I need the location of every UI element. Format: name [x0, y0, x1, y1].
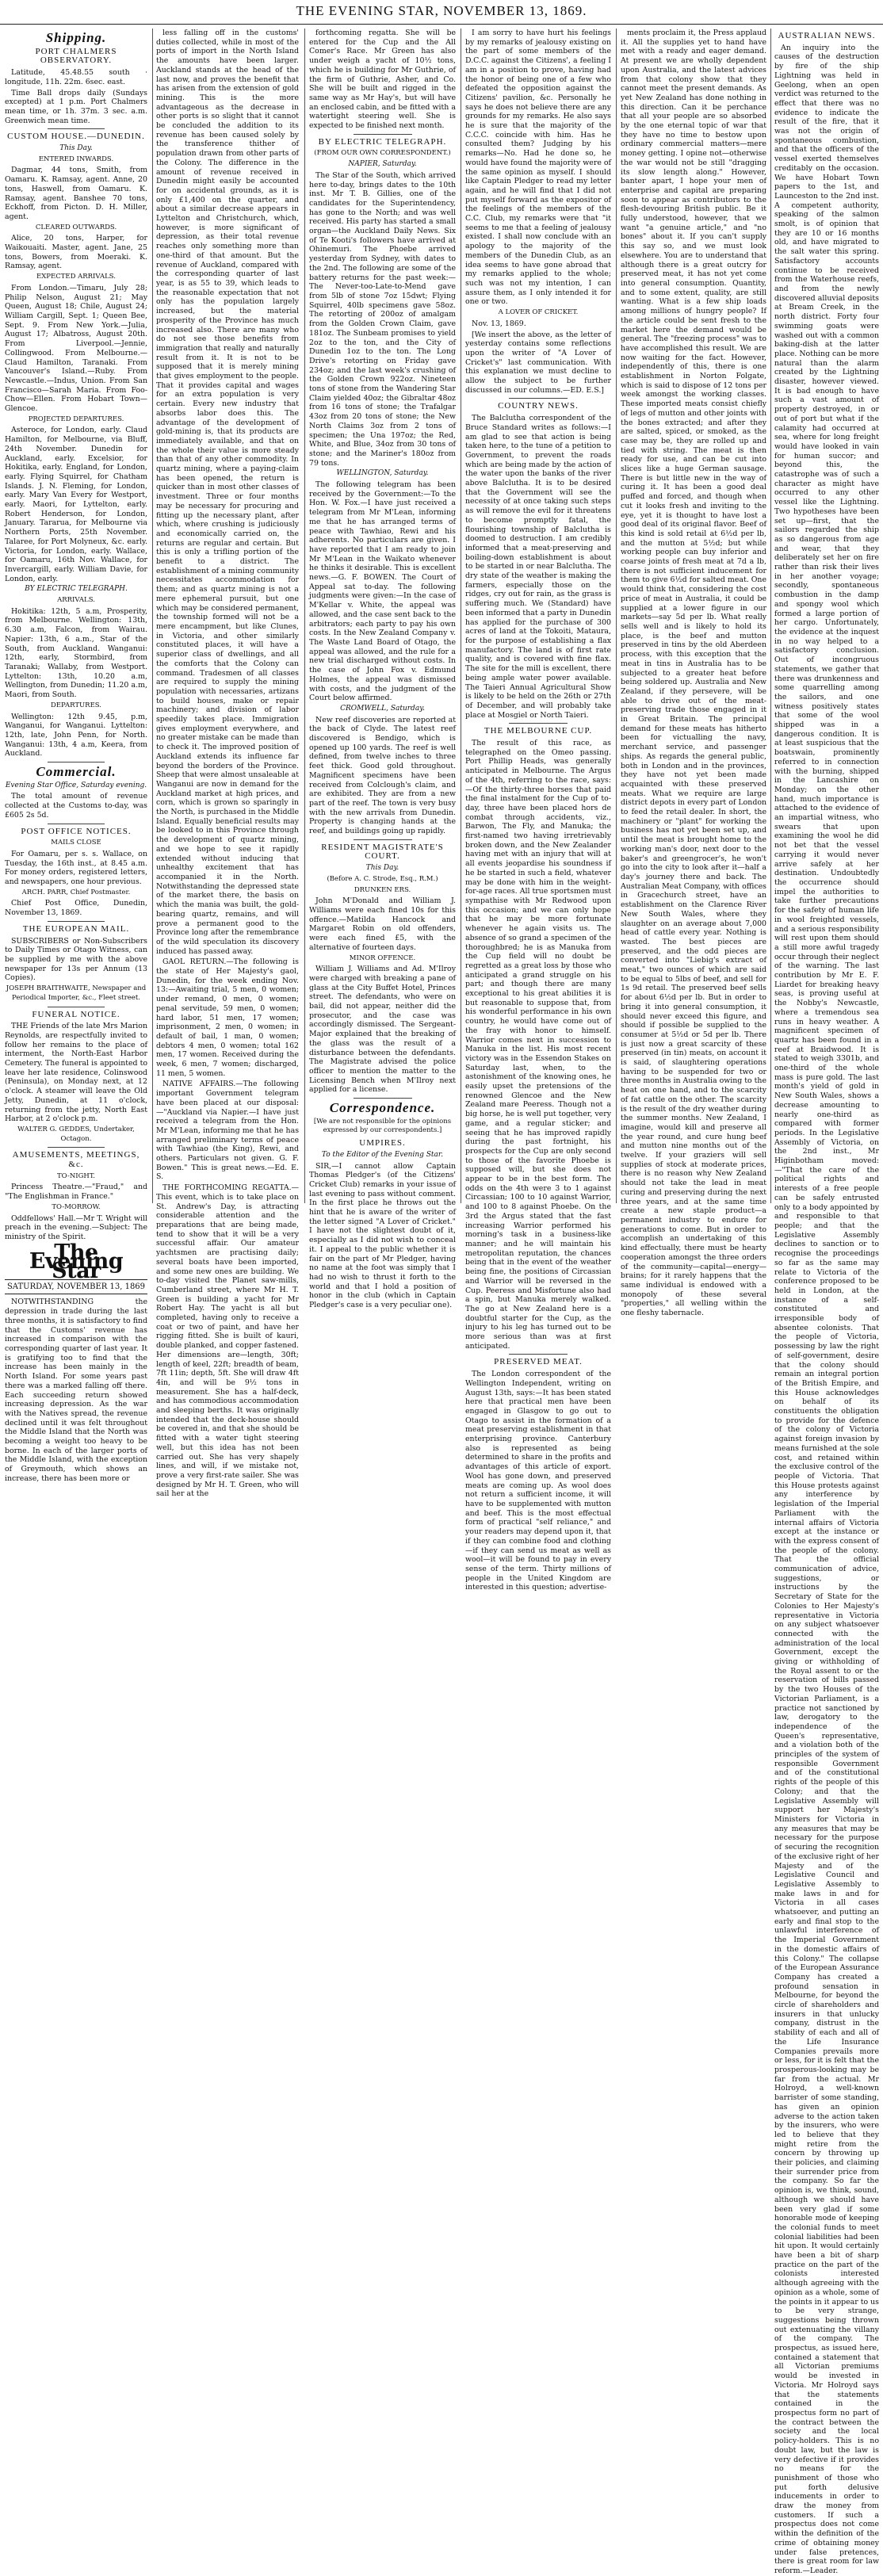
expected-heading: EXPECTED ARRIVALS.: [36, 273, 116, 281]
expected-text: From London.—Timaru, July 28; Philip Nelson, August 21; May Queen, August 18; Chile, August 24; William Cargill, Sept. 1; Queen Bee, Sept. 9. From New York.—Julia, August 17; Albatross, August 20th. From Liverpool.—Jennie, Collingwood. From Melbourne.—Claud Hamilton, Taranaki. From Vancouver's Island.—Ruby. From Newcastle.—Indus, Union. From San Francisco—Sarah Maria. From Foo-Chow—Ellen. From Hobart Town—Glencoe.: [5, 283, 147, 414]
projected-heading: PROJECTED DEPARTURES.: [28, 415, 124, 423]
cromwell-text: New reef discoveries are reported at the back of Clyde. The latest reef discovered is Bendigo, which is opened up 100 yards. The reef is well defined, from twelve inches to three feet thick. Good gold throughout. Magnificent specimens have been received from Colclough's claim, and are exhibited. They are from a new part of the reef. The town is very busy with the new arrivals from Dunedin. Property is changing hands at the reef, and buildings going up rapidly.: [309, 715, 456, 836]
gaol-return: GAOL RETURN.—The following is the state of Her Majesty's gaol, Dunedin, for the week ending Nov. 13:—Awaiting trial, 5 men, 0 women; under remand, 0 men, 0 women; penal servitude, 59 men, 0 women; hard labor, 51 men, 17 women; imprisonment, 2 men, 0 women; in default of bail, 1 man, 0 women; debtors 4 men, 0 women; total 162 men, 17 women. Received during the week, 6 men, 7 women; discharged, 11 men, 5 women.: [156, 957, 299, 1078]
timeball-text: Time Ball drops daily (Sundays excepted) at 1 p.m. Port Chalmers mean time, or 1h. 37m. 3 sec. a.m. Greenwich mean time.: [5, 88, 147, 125]
column-rule: [152, 29, 153, 1203]
melbourne-cup-text: The result of this race, as telegraphed on the Omeo passing. Port Phillip Heads, was generally anticipated in Melbourne. The Argus of the 4th, referring to the race, says:—Of the thirty-three horses that paid the final instalment for the Cup of to-day, three have been placed hors de combat through accidents, viz., Barwon, The Fly, and Manuka; the first-named two having irretrievably broken down, and the New Zealander having met with an injury that will at all events jeopardise his soundness if he be started in such a field, whatever may be done with him in the weight-for-age races. All true sportsmen must sympathise with Mr Redwood upon this occasion; and we can only hope that he may be more fortunate whenever he again visits us. The absence of so grand a specimen of the thoroughbred; he is as Manuka from the Cup field will no doubt be regretted as a great loss by those who anticipated a grand struggle on his part; and though there are many exceptional to his great abilities it is but reasonable to suppose that, from his wonderful performance in his own country, he would have come out of the fray with honor to himself. Warrior comes next in succession to Manuka in the list. His most recent victory was in the Essendon Stakes on Saturday last, when, to the astonishment of the knowing ones, he easily upset the pretensions of the renowned Glencoe and the New Zealand mare Peeress. Though not a big horse, he is well put together, very game, and a regular sticker; and seeing that he has improved rapidly during the past fortnight, his prospects for the Cup are only second to those of the favorite Phoebe is supposed will, but she does not appear to be in the best form. The odds on the 4th were 3 to 1 against Circassian; 100 to 10 against Warrior, and 100 to 8 against Phoebe. On the 3rd the Argus stated that the fast increasing Warrior performed his morning's task in a business-like manner; and he will maintain his metropolitan reputation, the chances being that in the event of the weather being fine, the positions of Circassian and Warrior will be reversed in the Cup. Peeress and Misfortune also had a spin, but Manuka merely walked. The go at New Zealand here is a doubtful starter for the Cup, as the injury to his leg has turned out to be more serious than was at first anticipated.: [465, 739, 611, 1351]
cromwell-dateline: CROMWELL, Saturday.: [340, 704, 425, 713]
letter-continued: I am sorry to have hurt his feelings by my remarks of jealousy existing on the part of some members of the D.C.C. against the Citizens', a feeling I am in a position to prove, having had the honor of being one of a few who defeated the opposition against the Citizens' pavilion, &c. Personally he says he does not believe there are any grounds for my remarks. He also says he is sure that the majority of the C.C.C. coincide with him. Has he consulted them? Judging by his remarks—No. Had he done so, he would have found the majority were of the same opinion as myself. I should like Captain Pledger to read my letter again, and he will find that I did not put myself forward as the expositor of the feelings of the members of the C.C. Club, my remarks were that "it seems to me that a feeling of jealousy existed. I shall now conclude with an apology to the majority of the members of the Dunedin Club, as an idea seems to have gone abroad that my remarks applied to the whole; such was not my intention, I can assure them, as I only intended it for one or two.: [465, 29, 611, 307]
commercial-heading: Commercial.: [36, 764, 117, 780]
departures-text: Wellington: 12th 9.45, p.m, Wanganui, for Wanganui. Lyttelton: 12th, late, John Penn, for North. Wanganui: 13th, 4 a.m, Keera, from Auckland.: [5, 712, 147, 759]
minor-heading: MINOR OFFENCE.: [349, 954, 416, 962]
tomorrow-heading: TO-MORROW.: [52, 1202, 101, 1211]
this-day: This Day.: [59, 144, 93, 153]
leader-continued: less falling off in the customs' duties collected, while in most of the ports of import in the North Island the amounts have been larger. Auckland stands at the head of the last now, and proves the benefit that has arisen from the extension of gold mining. This is the more advantageous as the decrease in other ports is so slight that it cannot be concluded the addition to its revenue has been caused solely by the transference thither of population drawn from other parts of the Colony. The difference in the amount of revenue received in Dunedin might easily be accounted for on accidental grounds, as it is only £1,400 on the quarter, and about a similar decrease appears in Lyttelton and Christchurch, which, however, is more significant of depression, as their total revenue reaches only something more than one-third of that amount. But the revenue of Auckland, compared with the corresponding quarter of last year, is as 55 to 39, which leads to the reasonable expectation that not only has the population largely increased, but the material prosperity of the Province has much increased also. There are many who do not see those benefits from immigration that really and naturally result from it. It is not to be supposed that it is merely mining that gives employment to the people. That it provides capital and wages for an extra population is very certain. Every new industry that absorbs labor does this. The advantage of the development of gold-mining is, that its products are immediately available, and that on the whole their value is more steady than that of any other commodity. In quartz mining, where a paying-claim has been opened, the return is quicker than in most other classes of investment. Three or four months may be necessary for procuring and fitting up the necessary plant, after which, where crushing is judiciously and economically carried on, the returns are regular and certain. But this is only a trifling portion of the benefit to a district. The establishment of a mining community necessitates accommodation for them; and as quartz mining is not a mere ephemeral pursuit, but one which may be considered permanent, the township formed will not be a mere encampment, but like Clunes, in Victoria, and other similarly constituted places, it will have a superior class of dwellings, and all the comforts that the Colony can command. Tradesmen of all classes are required to supply the mining population with necessaries, artizans to build houses, make or repair machinery; and division of labor speedily takes place. Immigration gives employment everywhere, and no greater mistake can be made than to check it. The improved position of Auckland extends its influence far beyond the borders of the Province. Sheep that were almost unsaleable at Wanganui are now in demand for the Auckland market at high prices, and corn, which is grown so sparingly in the North, is purchased in the Middle Island. Equally beneficial results may be looked to in this Province through the development of quartz mining, and we hope to see it rapidly extended without inducing that unhealthy excitement that has accompanied it in the North. Notwithstanding the depressed state of the market there, the basis on which the mania was built, the gold-bearing quartz, remains, and will prove a permanent good to the Province long after the remembrance of the wild speculation its discovery induced has passed away.: [156, 29, 299, 956]
to-editor: To the Editor of the Evening Star.: [321, 1150, 444, 1159]
preserved-meat-continued: ments proclaim it, the Press applaud it. All the supplies yet to hand have met with a ready and eager demand. At present we are wholly dependent upon Australia, and the latest advices from that colony show that they cannot meet the present demands. As yet New Zealand has done nothing in this direction. Can it be perchance that all your people are so absorbed by the one eternal topic of war that they have no time to bestow upon ordinary commercial matters—mere money getting. I opine not—otherwise the war would not be still "dragging its slow length along." However, banter apart, I hope your men of enterprise and capital are preparing soon to appear as contributors to the flesh-devouring British public. Be it fully understood, however, that we want "a genuine article," and "no bones" about it. If you can't supply this say so, and we must look elsewhere. You are to understand that although there is a great outcry for preserved meat, it has not yet come into general consumption. Quantity, and to some extent, quality, are still wanting. What is a few ship loads among millions of hungry people? If the article could be sent fresh to the market here the demand would be general. The "freezing process" was to have accomplished this result. We are now waiting for the fact. However, independently of this, there is one establishment in Norton Folgate, which is said to dispose of 12 tons per week amongst the working classes. These imported meats consist chiefly of legs of mutton and other joints with the bones extracted; and after they are salted, spiced, or smoked, as the case may be, they are rolled up and tied with string. The meat is then ready for use, and can be cut into slices like a huge German sausage. There is but little new in the way of curing it. It has been a good deal puffed and forced, and though when cut it looks fresh and inviting to the eye, yet it is thought to have lost a good deal of its original flavor. Beef of this kind is sold retail at 6½d per lb, and the mutton at 5½d; but while working people can buy inferior and coarse joints of fresh meat at 7d a lb, there is not sufficient inducement for them to give 6½d for salted meat. One would think that, considering the cost price of meat in Australia, it could be supplied at a lower figure in our markets—say 5d per lb. What really sells well and is likely to hold its place, is the beef and mutton preserved in tins by the old Aberdeen process, with this exception that the meat in tins in Australia has to be subjected to a greater heat before being soldered up. Australia and New Zealand, if they persevere, will be able to drive out of the meat-preserving trade those engaged in it in Great Britain. The principal demand for these meats has hitherto been for victualling the navy, merchant service, and passenger ships. As regards the general public, both in London and in the provinces, they have not yet been made acquainted with these preserved meats. What we require are large district depots in every part of London to feed the retail dealer. In short, the machinery or "plant" for working the business has not yet been set up, and until the meat is brought home to the working man's door, next door to the baker's and greengrocer's, he won't go into the city to look after it—half a day's journey there and back. The Australian Meat Company, with offices in Gracechurch street, have an establishment on the Clarence River New South Wales, where they slaughter on an average about 7,000 head of cattle every year. Nothing is wasted. The best pieces are preserved, and the odd pieces are converted into "Liebig's extract of meat," two ounces of which are said to be equal to 5lbs of beef, and sell for 1s 9d retail. The preserved beef sells for about 6½d per lb. But in order to bring it into general consumption, it should never exceed this figure, and should if possible be supplied to the consumer at 5½d or 5d per lb. There is just now a great scarcity of these preserved (in tin) meats, on account it is said, of slaughtering operations having to be suspended for two or three months in Australia owing to the heat on one hand, and to the scarcity of fat cattle on the other. The scarcity is the result of the dry weather during the summer months. New Zealand, I imagine, would kill and preserve all the year round, and cure hung beef and mutton nine months out of the twelve. If your graziers will sell supplies of stock at moderate prices, there is no reason why New Zealand should not take the lead in meat curing and preserving during the next three years, and at the same time create a new staple product—a permanent industry to endure for generations to come. But in order to accomplish an undertaking of this kind effectually, there must be hearty cooperation amongst the three orders of the community—capital—energy—brains; for it rarely happens that the same individual is endowed with a monopoly of these several "properties," all welling within the one fleshy tabernacle.: [621, 29, 767, 1318]
leader-text: NOTWITHSTANDING the depression in trade during the last three months, it is satisfactory to find that the Customs' revenue has increased in comparison with the corresponding quarter of last year. It is gratifying too to find that the increase has been mainly in the North Island. For some years past there was a marked falling off there. Each succeeding return showed increasing depression. As the war with the Natives spread, the revenue declined until it was felt throughout the Middle Island that the North was becoming a weight too heavy to be borne. In each of the larger ports of the Middle Island, with the exception of Greymouth, which shows an increase, there has been more or: [5, 1298, 147, 1483]
column-6: [774, 29, 879, 2575]
post-heading: POST OFFICE NOTICES.: [21, 826, 132, 836]
column-4: [465, 29, 611, 1592]
column-rule: [304, 29, 305, 1203]
column-rule: [616, 29, 617, 1203]
undertaker: WALTER G. GEDDES, Undertaker, Octagon.: [17, 1125, 135, 1143]
telegraph-heading: BY ELECTRIC TELEGRAPH.: [25, 585, 128, 594]
braithwaite: JOSEPH BRAITHWAITE, Newspaper and Periodical Importer, &c., Fleet street.: [6, 984, 147, 1002]
editor-note: [We insert the above, as the letter of yesterday contains some reflections upon the writer of "A Lover of Cricket's" last communication. With this explanation we must decline to allow the subject to be further discussed in our columns.—ED. E.S.]: [465, 330, 611, 395]
australian-news-heading: AUSTRALIAN NEWS.: [778, 31, 876, 40]
issue-date: SATURDAY, NOVEMBER 13, 1869: [5, 1279, 147, 1295]
rm-court-heading: RESIDENT MAGISTRATE'S COURT.: [321, 842, 444, 862]
funeral-text: THE Friends of the late Mrs Marion Reynolds, are respectfully invited to follow her remains to the place of interment, the North-East Harbor Cemetery. The funeral is appointed to leave her late residence, Colinswood (Peninsula), on Monday next, at 12 o'clock. A steamer will leave the Old Jetty, Dunedin, at 11 o'clock, returning from the jetty, North East Harbor, at 2 o'clock p.m.: [5, 1022, 147, 1124]
drunken-heading: DRUNKEN ERS.: [354, 885, 411, 894]
country-news-heading: COUNTRY NEWS.: [498, 401, 579, 411]
column-5: [621, 29, 767, 1318]
postmaster: ARCH. PARR, Chief Postmaster.: [21, 888, 131, 896]
cleared-heading: CLEARED OUTWARDS.: [35, 223, 117, 231]
umpires-heading: UMPIRES.: [359, 1138, 406, 1148]
po-dated: Chief Post Office, Dunedin, November 13, 1869.: [5, 899, 147, 918]
cleared-text: Alice, 20 tons, Harper, for Waikouaiti. Master, agent. Jane, 25 tons, Bowers, from Moeraki. K. Ramsay, agent.: [5, 234, 147, 271]
wellington-text: The following telegram has been received by the Government:—To the Hon. W. Fox.—I have just received a telegram from Mr M'Lean, informing me that he has arranged terms of peace with Tawhiao, Rewi and his adherents. No particulars are given. I have reported that I am ready to join Mr M'Lean in the Waikato whenever he thinks it desirable. This is excellent news.—G. F. BOWEN. The Court of Appeal sat to-day. The following judgments were given:—In the case of M'Kellar v. White, the appeal was allowed, and the case sent back to the arbitrators; each party to pay his own costs. In the New Zealand Company v. The Waste Land Board of Otago, the appeal was allowed, and the rule for a new trial discharged without costs. In the case of John Fox v. Edmund Holmes, the appeal was dismissed with costs, and the judgment of the Court below affirmed.: [309, 480, 456, 703]
country-news-text: The Balclutha correspondent of the Bruce Standard writes as follows:—I am glad to see that action is being taken here, to the tune of a petition to Government, to prevent the roads which are being made by the action of the water upon the banks of the river above Balclutha. It is to be desired that the Government will see the necessity of at once taking such steps as will remove the evil for it threatens to become promptly fatal, the flourishing township of Balclutha is doomed to destruction. I am credibly informed that a meat-preserving and boiling-down establishment is about to be started in or near Balclutha. The dry state of the weather is making the farmers, especially those on the ridges, cry out for rain, as the grass is suffering much. We (Standard) have been informed that a party in Dunedin has applied for the purchase of 300 acres of land at the Tokoiti, Mataura, for the purpose of establishing a flax manufactory. The land is of first rate quality, and is covered with fine flax. The site for the mill is excellent, there being ample water power available. The Taieri Annual Agricultural Show is likely to be held on the 26th or 27th of December, and will probably take place at Mosgiel or North Taieri.: [465, 414, 611, 720]
napier-dateline: NAPIER, Saturday.: [348, 160, 417, 169]
arrivals-heading: ARRIVALS.: [57, 596, 95, 605]
observatory-heading: PORT CHALMERS OBSERVATORY.: [35, 46, 117, 66]
drunken-text: John M'Donald and William J. Williams were each fined 10s for this offence.—Matilda Hancock and Margaret Robin on old offenders, were each fined £5, with the alternative of fourteen days.: [309, 896, 456, 952]
amusements-heading: AMUSEMENTS, MEETINGS, &c.: [12, 1150, 140, 1170]
office-dateline: Evening Star Office, Saturday evening.: [5, 781, 147, 789]
column-rule: [770, 29, 771, 1203]
melbourne-cup-heading: THE MELBOURNE CUP.: [484, 726, 593, 736]
arrivals-text: Hokitika: 12th, 5 a.m, Prosperity, from Melbourne. Wellington: 13th, 6.30 a.m, Falcon, from Wairau. Napier: 13th, 6 a.m., Star of the South, from Auckland. Wanganui: 12th, early, Stormbird, from Taranaki; Wallaby, from Westport. Lyttelton: 13th, 10.20 a.m, Wellington, from Dunedin; 11.20 a.m, Maori, from South.: [5, 606, 147, 700]
own-correspondent: (FROM OUR OWN CORRESPONDENT.): [314, 149, 451, 158]
column-2: [156, 29, 299, 1499]
letter-signature: A LOVER OF CRICKET.: [498, 308, 579, 317]
euromail-text: SUBSCRIBERS or Non-Subscribers to Daily Times or Otago Witness, can be supplied by me with the above newspaper for 13s per Annum (13 Copies).: [5, 936, 147, 983]
tonight-heading: TO-NIGHT.: [57, 1171, 95, 1180]
correspondence-note: [We are not responsible for the opinions expressed by our correspondents.]: [313, 1117, 452, 1135]
tomorrow-text: Oddfellows' Hall.—Mr T. Wright will preach in the evening.—Subject: The ministry of the Spirit.: [5, 1213, 147, 1241]
revenue-text: The total amount of revenue collected at the Customs to-day, was £605 2s 5d.: [5, 792, 147, 820]
native-affairs: NATIVE AFFAIRS.—The following important Government telegram have been placed at our disposal:—"Auckland via Napier.—I have just received a telegram from the Hon. Mr M'Lean, informing me that he has arranged preliminary terms of peace with Tawhiao (the King), Rewi, and others. Particulars not given. G. F. Bowen." This is great news.—Ed. E. S.: [156, 1080, 299, 1182]
entered-text: Dagmar, 44 tons, Smith, from Oamaru. K. Ramsay, agent. Anne, 20 tons, Haswell, from Oamaru. K. Ramsay, agent. Banshee 70 tons, Eckhoff, from Picton. D. H. Miller, agent.: [5, 166, 147, 221]
regatta-continued: forthcoming regatta. She will be entered for the Cup and the All Comer's Race. Mr Green has also under weigh a yacht of 10½ tons, which he is building for Mr Guthrie, of the firm of Guthrie, Asher, and Co. She will be built and rigged in the same way as Mr Hay's, but will have an enclosed cabin, and be fitted with a watertight steering well. She is expected to be finished next month.: [309, 29, 456, 131]
rm-day: This Day.: [365, 864, 399, 873]
masthead: THE EVENING STAR, NOVEMBER 13, 1869.: [0, 3, 883, 25]
mails-close: MAILS CLOSE: [51, 839, 101, 847]
euromail-heading: THE EUROPEAN MAIL.: [22, 923, 130, 934]
column-3: [309, 29, 456, 1310]
wellington-dateline: WELLINGTON, Saturday.: [336, 469, 429, 478]
departures-heading: DEPARTURES.: [50, 701, 101, 709]
post-text: For Oamaru, per s. s. Wallace, on Tuesday, the 16th inst., at 8.45 a.m. For money orders, registered letters, and newspapers, one hour previous.: [5, 849, 147, 887]
entered-heading: ENTERED INWARDS.: [38, 155, 114, 163]
customs-heading: CUSTOM HOUSE.—DUNEDIN.: [7, 132, 145, 142]
napier-text: The Star of the South, which arrived here to-day, brings dates to the 10th inst. Mr T. B. Gillies, one of the candidates for the Superintendency, has gone to the North; and was well received. His party has started a small organ—the Auckland Daily News. Six of Te Kooti's followers have arrived at Ohinemuri. The Phoebe arrived yesterday from Sydney, with dates to the 2nd. The following are some of the battery returns for the past week:—The Never-too-Late-to-Mend gave from 5lb of stone 7oz 15dwt; Flying Squirrel, 40lb specimens gave 58oz. The retorting of 200oz of amalgam from the Golden Crown Claim, gave 181oz. The Sunbeam promises to yield 2oz to the ton, and the City of Dunedin 1oz to the ton. The Long Drive's retorting on Friday gave 234oz; and the last week's crushing of the Golden Crown 922oz. Nineteen tons of stone from the Wandering Star Claim yielded 40oz; the Gibraltar 48oz from 16 tons of stone; the Trafalgar 43oz from 20 tons of stone; the New North Claims 3oz from 2 tons of specimen; the Una 197oz; the Red, White, and Blue, 34oz from 30 tons of stone; and the Mariner's 180oz from 79 tons.: [309, 170, 456, 468]
funeral-heading: FUNERAL NOTICE.: [32, 1009, 120, 1019]
preserved-meat-heading: PRESERVED MEAT.: [494, 1357, 583, 1367]
minor-text: William J. Williams and Ad. M'Ilroy were charged with breaking a pane of glass at the City Buffet Hotel, Princes street. The defendants, who were on bail, did not appear, neither did the prosecutor, and the case was accordingly dismissed. The Sergeant-Major explained that the breaking of the glass was the result of a disturbance between the defendants. The Magistrate advised the police officer to mention the matter to the Licensing Bench when M'Ilroy next applied for a license.: [309, 965, 456, 1095]
letter-text: SIR,—I cannot allow Captain Thomas Pledger's (of the Citizens' Cricket Club) remarks in your issue of last evening to pass without comment. In the first place he throws out the hint that he is aware of the writer of the letter signed "A Lover of Cricket." I have not the slightest doubt of it, especially as I did not wish to conceal it. I appeal to the public whether it is fair on the part of Mr Pledger, having no name at the foot was simply that I had no wish to thrust it forth to the world and that I hold a position of honor in the club (which in Captain Pledger's case is a very peculiar one).: [309, 1161, 456, 1310]
column-1: [5, 29, 147, 1483]
letter-date: Nov. 13, 1869.: [472, 319, 526, 328]
telegraph-heading-2: BY ELECTRIC TELEGRAPH.: [318, 136, 447, 147]
tonight-text: Princess Theatre.—"Fraud," and "The Englishman in France.": [5, 1183, 147, 1202]
correspondence-heading: Correspondence.: [329, 1100, 436, 1116]
preserved-meat-text: The London correspondent of the Wellington Independent, writing on August 13th, says:—It has been stated here that practical men have been engaged in Glasgow to go out to Otago to assist in the formation of a meat preserving establishment in that enterprising province. Canterbury also is represented as being determined to share in the profits and advantages of this article of export. Wool has gone down, and preserved meats are coming up. As wool does not return a sufficient income, it will have to be supplemented with mutton and beef. This is the most effectual form of practical "self reliance," and your readers may depend upon it, that if they can combine food and clothing—if they can send us meat as well as wool—it will be found to pay in every sense of the term. Thirty millions of people in the United Kingdom are interested in this question; advertise-: [465, 1370, 611, 1592]
rm-before: (Before A. C. Strode, Esq., R.M.): [327, 874, 438, 883]
latitude-text: Latitude, 45.48.55 south · longitude, 11h. 22m. 6sec. east.: [5, 68, 147, 86]
shipping-heading: Shipping.: [45, 30, 107, 45]
australian-news-text: An inquiry into the causes of the destruction by fire of the ship Lightning was held in Geelong, when an open verdict was returned to the effect that there was no evidence to indicate the result of the fire, that it was not the origin of spontaneous combustion, and that the officers of the vessel exerted themselves creditably on the occasion. We have Hobart Town papers to the 1st, and Launceston to the 2nd inst. A competent authority, speaking of the salmon smolt, is of opinion that they are 10 or 16 months old, and have migrated to the salt water this spring. Satisfactory accounts continue to be received from the Waterhouse reefs, and from the newly discovered alluvial deposits at Bream Creek, in the north district. Forty four swimming goats were washed out with a common baking-dish at the latter place. Nothing can be more natural than the alarm created by the Lightning disaster, however viewed. It is bad enough to have such a vast amount of property destroyed, in or out of port but what if the calamity had occurred at sea, where for long freight would have looked in vain for human succor; and beyond this, the catastrophe was of such a character as might have occurred to any other vessel like the Lightning. Two hypotheses have been set up—first, that the sailors regarded the ship as so dangerous from age and wear, that they deliberately set her on fire rather than risk their lives in her another voyage; secondly, spontaneous combustion in the damp and spongy wool which formed a large portion of her cargo. Unfortunately, the evidence at the inquest in no way helped to a satisfactory conclusion. Out of incongruous statements, we gather that there was drunkenness and some quarrelling among the sailors, and one witness positively states that some of the wool shipped was in a dangerous condition. It is at least suspicious that the boatswain, prominently referred to in connection with the burning, shipped in the Lancashire on Monday; on the other hand, much importance is attached to the evidence of an impartial witness, who swears that upon examining the wool he did not bet that the vessel carrying it would never arrive safely at her destination. Undoubtedly the occurrence should impel the authorities to take further precautions for the safety of human life in wool freighted vessels, and a serious responsibility will rest upon them should a still more awful tragedy occur through their neglect of the warning. The last contribution by Mr E. F. Liardet for breaking heavy seas, is proving useful at the Nobby's Newcastle, where a tremendous sea runs in heavy weather. A magnificent specimen of quartz has been found in a reef at Braidwood. It is stated to weigh 3301b, and one-third of the whole mass is pure gold. The last month's yield of gold in New South Wales, shows a decrease amounting to nearly one-third as compared with former periods. In the Legislative Assembly of Victoria, on the 2nd inst., Mr Higinbotham moved:—"That the care of the political rights and interests of a free people can be safely entrusted only to a body appointed by and responsible to that people; and that the Legislative Assembly declines to sanction or to recognise the proceedings so far as the same may relate to Victoria of the conference proposed to be held in London, at the instance of a self-constituted and irresponsible body of absentee colonists. That the people of Victoria, possessing by law the right of self-government, desire that the colony should remain an integral portion of the British Empire, and this House acknowledges on behalf of its constituents the obligation to provide for the defence of the colony of Victoria against foreign invasion by means furnished at the sole cost, and retained within the exclusive control of the people of Victoria. That this House protests against any interference by legislation of the Imperial Parliament with the internal affairs of Victoria except at the instance or with the express consent of the people of the colony. That the official communication of advice, suggestions, or instructions by the Secretary of State for the Colonies to Her Majesty's representative in Victoria on any subject whatsoever connected with the administration of the local Government, except the giving or withholding of the Royal assent to or the reservation of bills passed by the two Houses of the Victorian Parliament, is a practice not sanctioned by law, derogatory to the independence of the Queen's representative, and a violation both of the principles of the system of responsible Government and of the constitutional rights of the people of this Colony; and that the Legislative Assembly will support her Majesty's Ministers for Victoria in any measures that may be necessary for the purpose of securing the recognition of the exclusive right of her Majesty and of the Legislative Council and Legislative Assembly to make laws in and for Victoria in all cases whatsoever, and putting an early and final stop to the unlawful interference of the Imperial Government in the domestic affairs of this Colony." The collapse of the European Assurance Company has created a profound sensation in Melbourne, for beyond the circle of shareholders and insurers in that unlucky company, distrust in the stability of each and all of the Life Insurance Companies prevails more or less, for it is felt that the prosperous-looking may be far from the actual. Mr Holroyd, a well-known barrister of some standing, has given an opinion adverse to the action taken by the insurers, who were led to believe that they might retire from the concern by throwing up their policies, and claiming their surrender price from the company. So far the opinion is, we think, sound, although we should have been very glad if some honorable mode of keeping the colonial funds to meet colonial liabilities had been hit upon. It would certainly have been a bit of sharp practice on the part of the colonists interested although agreeing with the opinion as a whole, some of the points in it appear to us to be very strange, suggestions being thrown out extenuating the villany of the company. The prospectus, as issued here, contained a statement that all Victorian premiums would be invested in Victoria. Mr Holroyd says that the statements contained in the prospectus form no part of the contract between the society and the local policy-holders. This is no doubt law, but the law is very defective if it provides no means for the punishment of those who put forth delusive inducements in order to draw the money from customers. If such a prospectus does not come within the definition of the crime of obtaining money under false pretences, there is great room for law reform.—Leader.: [774, 43, 879, 2575]
regatta-text: THE FORTHCOMING REGATTA.—This event, which is to take place on St. Andrew's Day, is attracting considerable attention and the preparations that are being made, tend to show that it will be a very successful affair. Our amateur yachtsmen are practising daily; several boats have been imported, and some new ones are building. We to-day visited the Planet saw-mills, Cumberland street, where Mr H. T. Green is building a yacht for Mr Robert Hay. The yacht is all but completed, having only to receive a coat or two of paint, and have her rigging fitted. She is built of kauri, double planked, and copper fastened. Her dimensions are—length, 30ft; length of keel, 22ft; breadth of beam, 7ft 11in; depth, 5ft. She will draw 4ft 4in, and will be 9½ tons in measurement. She has a half-deck, and has commodious accommodation and sleeping berths. It was originally intended that the deck-house should be covered in, and that she should be fitted with a water tight steering well, but this idea has not been carried out. She has very shapely lines, and will, if we mistake not, prove a very first-rate sailer. She was designed by Mr H. T. Green, who will sail her at the: [156, 1183, 299, 1499]
projected-text: Asteroce, for London, early. Claud Hamilton, for Melbourne, via Bluff, 24th November. Dunedin for Auckland, early. Excelsior, for Hokitika, early. England, for London, early. Flying Squirrel, for Chatham Islands. J. N. Fleming, for London, early. Mary Van Every for Westport, early. Maori, for Lyttelton, early. Robert Henderson, for London, January. Tararua, for Melbourne via Northern Ports, 25th November. Talaree, for Port Molyneux, &c. early. Victoria, for London, early. Wallace, for Oamaru, 16th Nov. Wallace, for Invercargill, early. William Davie, for London, early.: [5, 426, 147, 583]
newspaper-logo: The Evening Star: [29, 1240, 124, 1284]
